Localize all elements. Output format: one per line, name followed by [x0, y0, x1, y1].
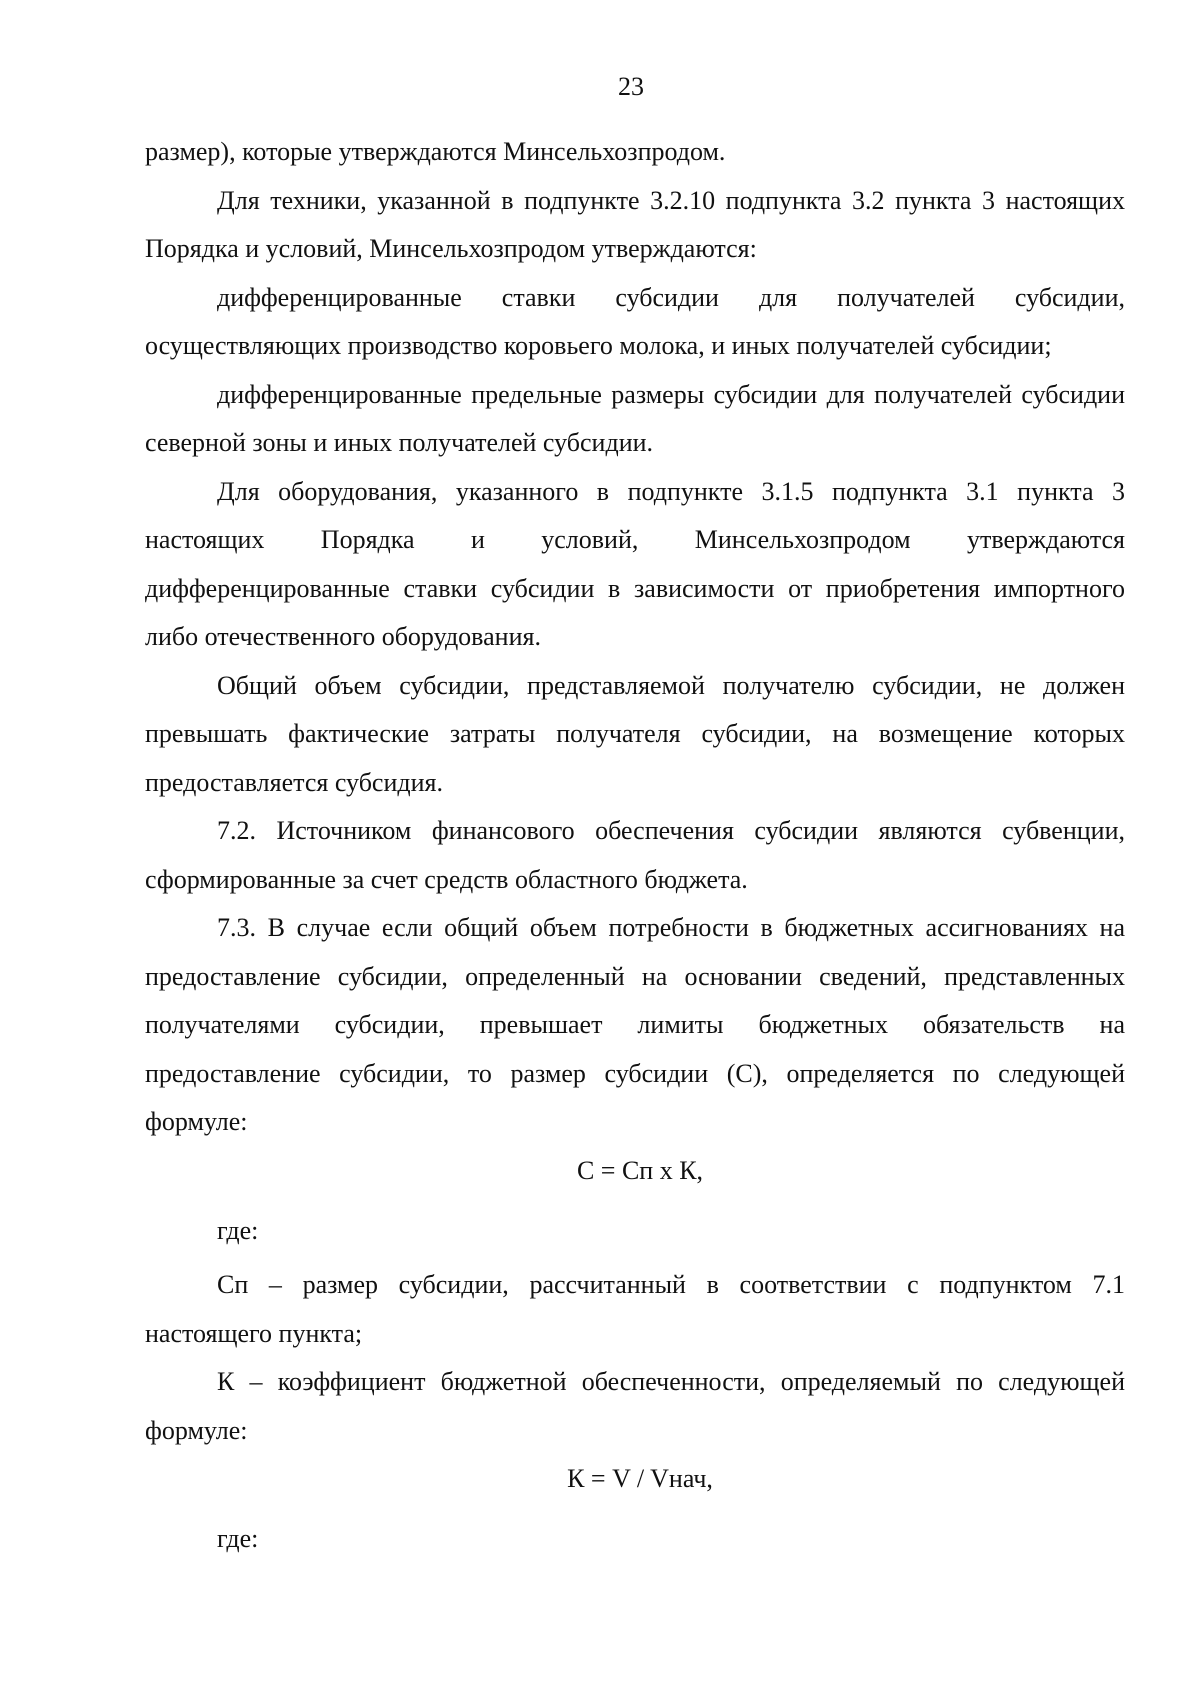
paragraph-k-definition: К – коэффициент бюджетной обеспеченности, определяемый по следующей формуле:	[145, 1367, 1125, 1445]
paragraph-differentiated-rates: дифференцированные ставки субсидии для получателей субсидии, осуществляющих производство коровьего молока, и иных получателей субсидии;	[145, 282, 1125, 360]
where-label-1: где:	[217, 1215, 259, 1245]
where-label-2: где:	[217, 1524, 259, 1553]
paragraph-7-3: 7.3. В случае если общий объем потребности в бюджетных ассигнованиях на предоставление субсидии, определенный на основании сведений, представленных получателями субсидии, превышает лимиты бюджетных обязательств на предоставление субсидии, то размер субсидии (С), определяется по следующей формуле:	[145, 913, 1125, 1136]
formula-coefficient: К = V / Vнач,	[567, 1464, 713, 1493]
paragraph-7-2: 7.2. Источником финансового обеспечения субсидии являются субвенции, сформированные за счет средств областного бюджета.	[145, 816, 1125, 894]
page-number: 23	[618, 72, 644, 101]
paragraph-continuation: размер), которые утверждаются Минсельхозпродом.	[145, 137, 726, 166]
document-body	[145, 128, 1125, 1564]
paragraph-technique: Для техники, указанной в подпункте 3.2.10 подпункта 3.2 пункта 3 настоящих Порядка и условий, Минсельхозпродом утверждаются:	[145, 185, 1125, 263]
formula-subsidy-size: С = Сп х К,	[576, 1155, 704, 1185]
paragraph-total-volume: Общий объем субсидии, представляемой получателю субсидии, не должен превышать фактические затраты получателя субсидии, на возмещение которых предоставляется субсидия.	[145, 670, 1125, 797]
paragraph-equipment: Для оборудования, указанного в подпункте 3.1.5 подпункта 3.1 пункта 3 настоящих Порядка и условий, Минсельхозпродом утверждаются дифференцированные ставки субсидии в зависимости от приобретения импортного либо отечественного оборудования.	[145, 476, 1125, 651]
paragraph-differentiated-limits: дифференцированные предельные размеры субсидии для получателей субсидии северной зоны и иных получателей субсидии.	[145, 379, 1125, 457]
paragraph-sp-definition: Сп – размер субсидии, рассчитанный в соответствии с подпунктом 7.1 настоящего пункта;	[145, 1270, 1125, 1348]
